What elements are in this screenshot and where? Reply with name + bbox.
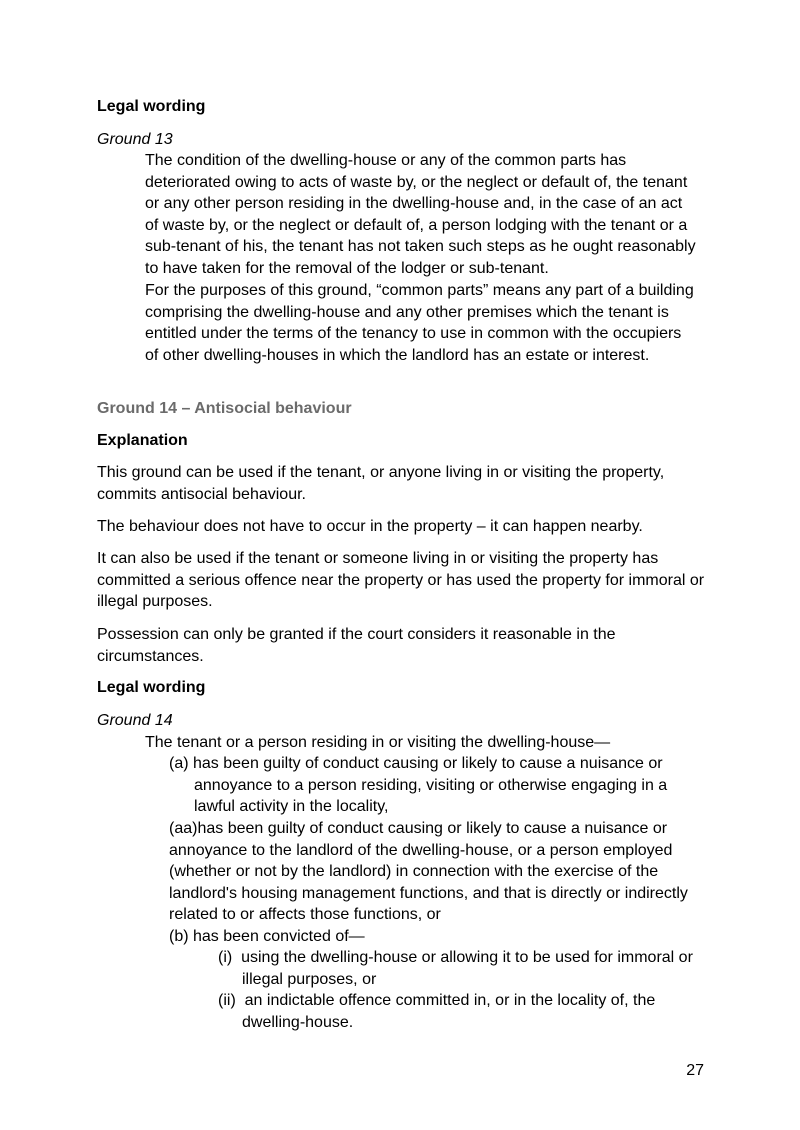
explanation-paragraph-2: The behaviour does not have to occur in the property – it can happen nearby. [97,518,643,535]
legal-wording-heading-2: Legal wording [97,679,206,696]
ground-14-intro: The tenant or a person residing in or visiting the dwelling-house— [145,734,611,751]
ground-14-title: Ground 14 – Antisocial behaviour [97,400,352,417]
explanation-paragraph-3: It can also be used if the tenant or someone living in or visiting the property has committed a serious offence near the property or has used the property for immoral or illegal purposes. [97,550,705,611]
text-line: (i) using the dwelling-house or allowing it to be used for immoral or [218,949,693,966]
text-line: comprising the dwelling-house and any other premises which the tenant is [145,303,669,321]
explanation-heading: Explanation [97,432,188,449]
text-line: entitled under the terms of the tenancy to use in common with the occupiers [145,325,682,343]
text-line: lawful activity in the locality, [194,798,389,816]
text-line: illegal purposes, or [242,970,377,988]
ground-13-label: Ground 13 [97,131,173,148]
ground-13-paragraph-1 [145,150,696,280]
text-line: (a) has been guilty of conduct causing or likely to cause a nuisance or [169,755,663,772]
ground-13-paragraph-2 [145,280,694,366]
text-line: related to or affects those functions, or [169,906,441,924]
text-line: annoyance to a person residing, visiting or otherwise engaging in a [194,776,668,794]
text-line: (whether or not by the landlord) in connection with the exercise of the [169,863,659,881]
text-line: or any other person residing in the dwelling-house and, in the case of an act [145,195,683,213]
text-line: of waste by, or the neglect or default of, a person lodging with the tenant or a [145,216,688,234]
explanation-paragraph-1: This ground can be used if the tenant, or anyone living in or visiting the property, commits antisocial behaviour. [97,464,665,503]
explanation-paragraph-4: Possession can only be granted if the court considers it reasonable in the circumstances. [97,626,616,665]
text-line: (ii) an indictable offence committed in, or in the locality of, the [218,992,656,1009]
text-line: (aa)has been guilty of conduct causing or likely to cause a nuisance or [169,820,668,837]
text-line: to have taken for the removal of the lodger or sub-tenant. [145,259,549,277]
clause-aa [169,818,688,926]
text-line: The condition of the dwelling-house or any of the common parts has [145,152,627,169]
text-line: deteriorated owing to acts of waste by, or the neglect or default of, the tenant [145,173,688,191]
clause-b: (b) has been convicted of— [169,928,365,945]
clause-a [169,753,667,818]
legal-wording-heading: Legal wording [97,98,206,115]
text-line: sub-tenant of his, the tenant has not taken such steps as he ought reasonably [145,238,696,256]
page-number: 27 [686,1062,704,1079]
text-line: dwelling-house. [242,1013,354,1031]
text-line: annoyance to the landlord of the dwelling-house, or a person employed [169,841,673,859]
text-line: landlord's housing management functions, and that is directly or indirectly [169,884,688,902]
text-line: of other dwelling-houses in which the landlord has an estate or interest. [145,346,650,364]
ground-14-label: Ground 14 [97,712,173,729]
clause-b-i [218,947,693,990]
clause-b-ii [218,990,655,1033]
text-line: For the purposes of this ground, “common parts” means any part of a building [145,282,694,299]
